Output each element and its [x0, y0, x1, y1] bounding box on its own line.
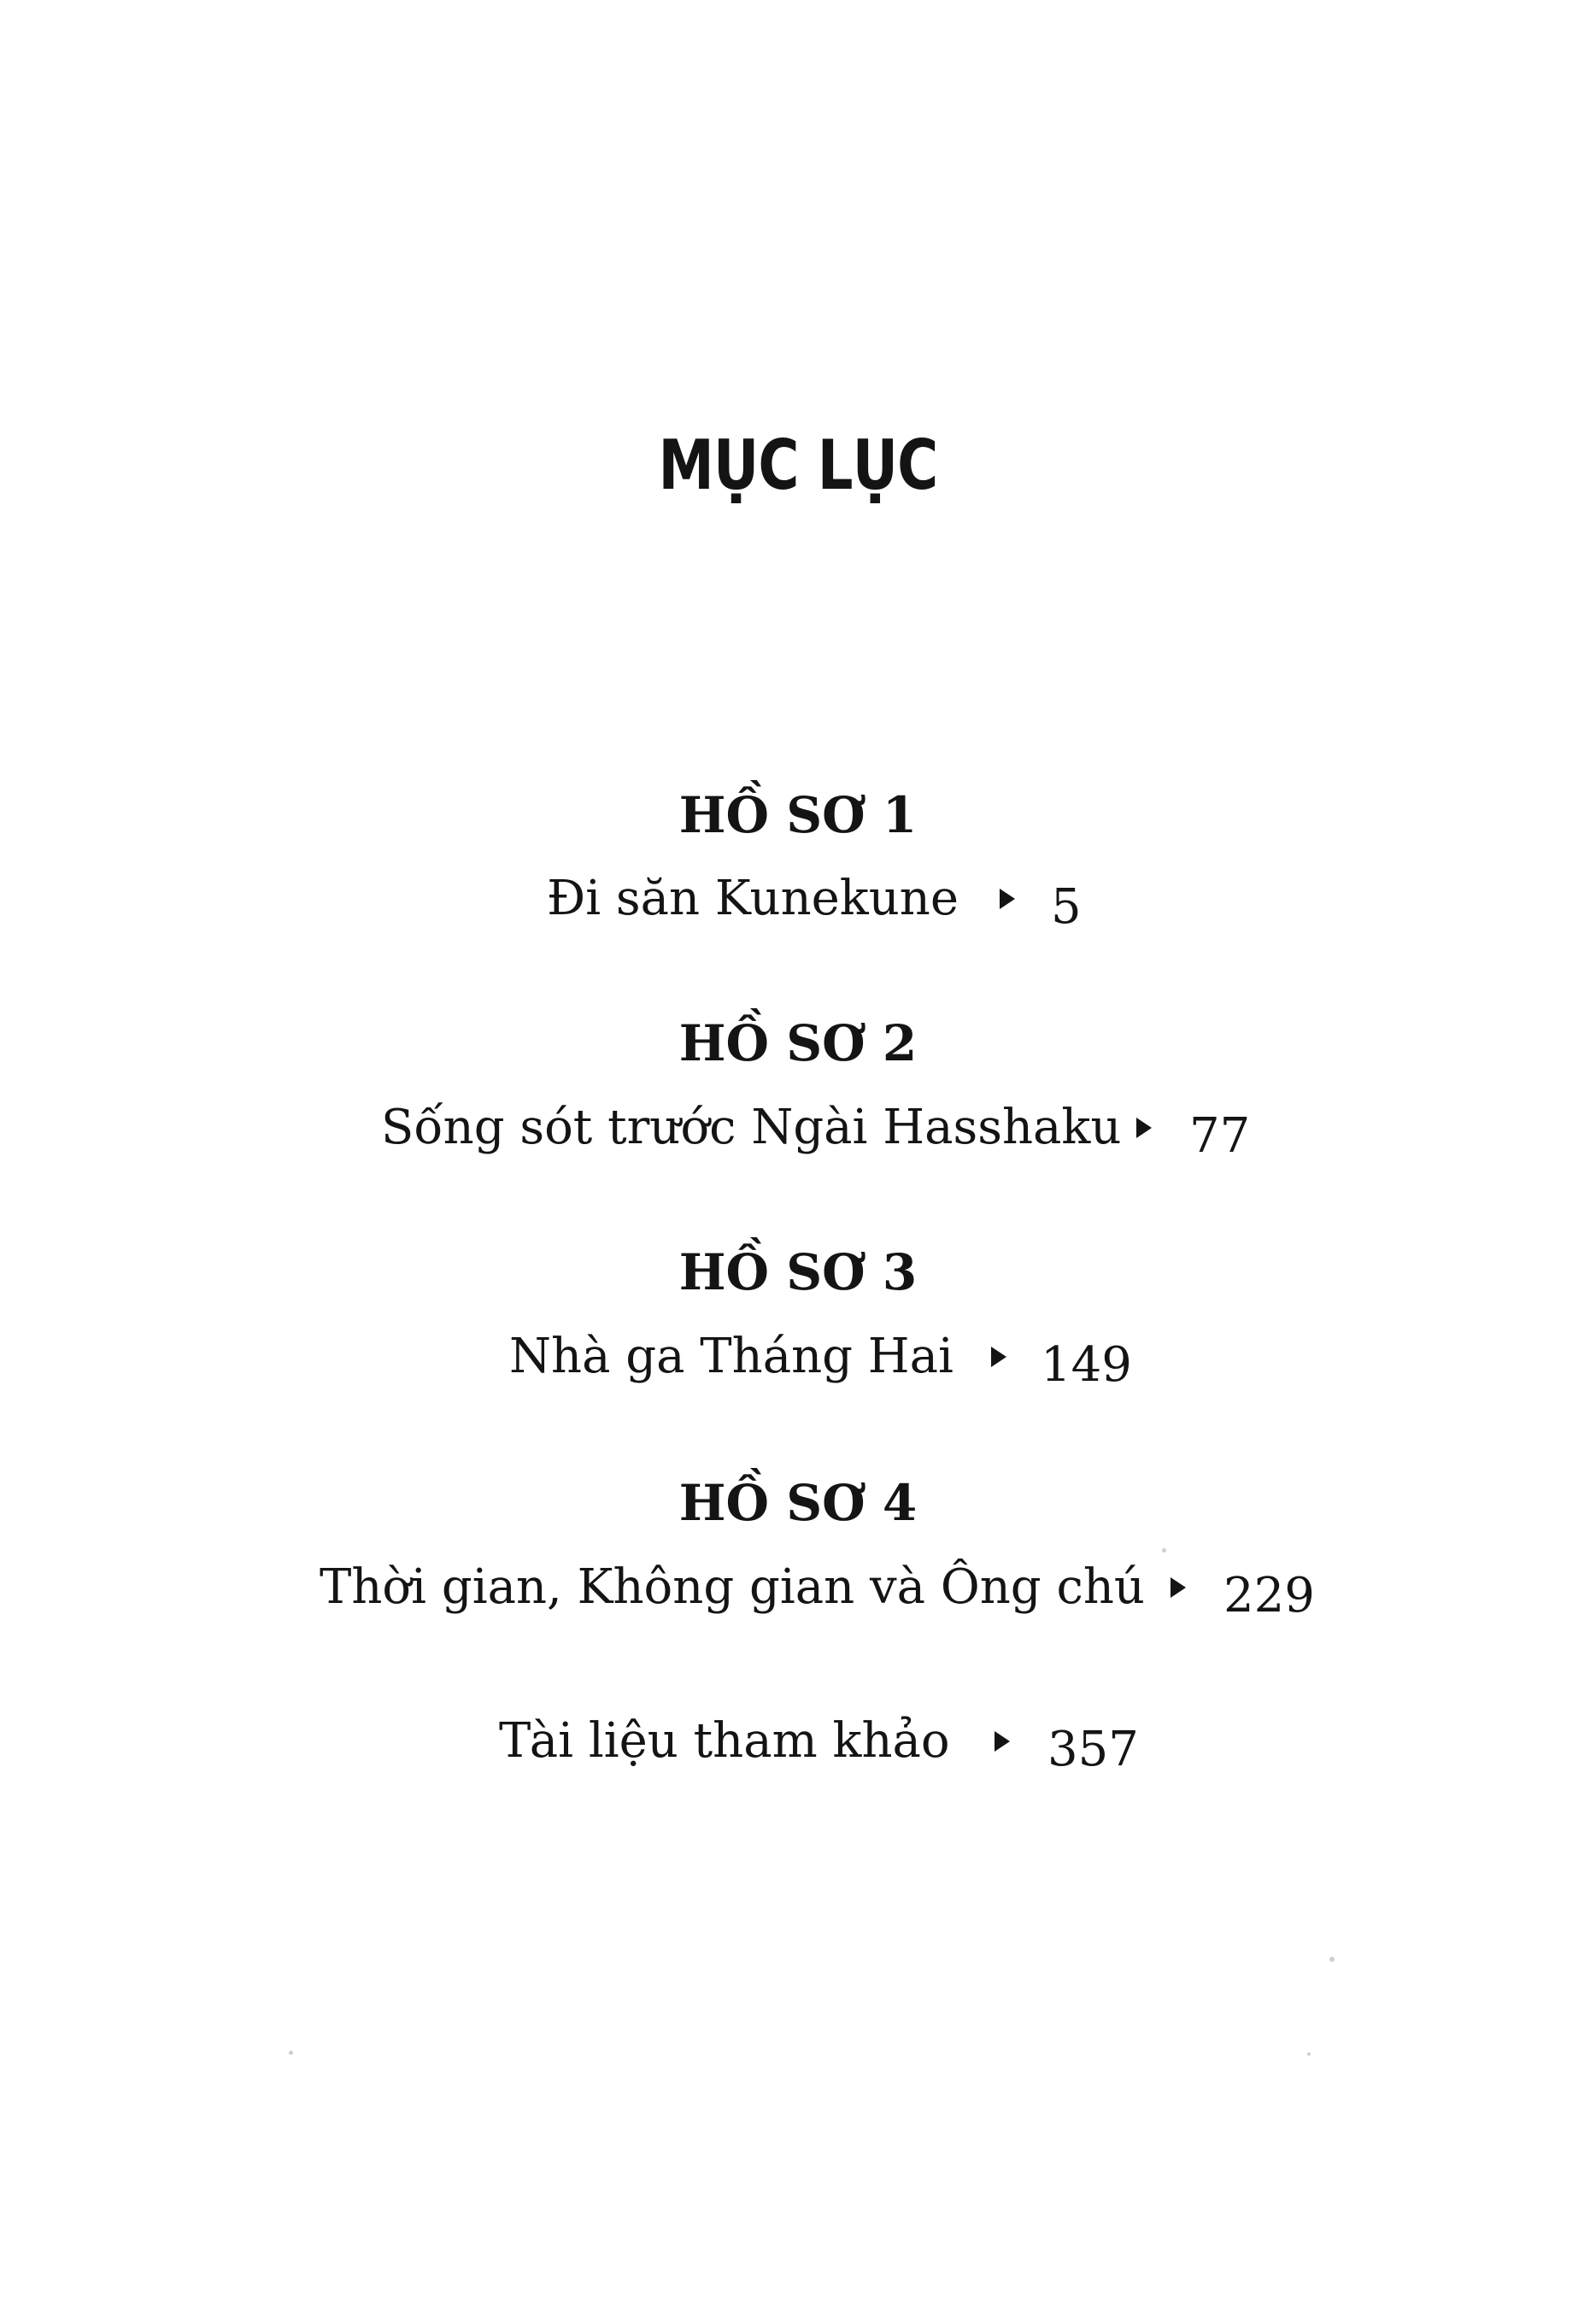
toc-entry-references[interactable]: [499, 1707, 1148, 1776]
play-arrow-icon: [991, 1347, 1006, 1367]
entry-page-number: 229: [1223, 1568, 1315, 1623]
scan-speck: [289, 2051, 293, 2055]
entry-title: Nhà ga Tháng Hai: [509, 1329, 953, 1384]
scan-speck: [1329, 1957, 1335, 1962]
entry-title: Thời gian, Không gian và Ông chú: [320, 1559, 1145, 1615]
section-heading-3: HỒ SƠ 3: [678, 1243, 918, 1301]
entry-page-number: 77: [1189, 1108, 1251, 1164]
scan-speck: [1162, 1548, 1166, 1553]
section-heading-4: HỒ SƠ 4: [678, 1474, 918, 1532]
toc-entry-2[interactable]: [381, 1094, 1261, 1162]
toc-entry-4[interactable]: [320, 1553, 1345, 1622]
toc-entry-3[interactable]: [509, 1323, 1141, 1391]
play-arrow-icon: [1000, 889, 1015, 909]
entry-title: Sống sót trước Ngài Hasshaku: [381, 1100, 1122, 1155]
entry-title: Tài liệu tham khảo: [499, 1713, 950, 1769]
entry-page-number: 357: [1047, 1722, 1139, 1777]
scan-speck: [1307, 2052, 1311, 2056]
entry-title: Đi săn Kunekune: [547, 871, 959, 926]
section-heading-2: HỒ SƠ 2: [678, 1014, 918, 1072]
play-arrow-icon: [995, 1731, 1010, 1752]
entry-page-number: 5: [1051, 879, 1082, 935]
section-heading-1: HỒ SƠ 1: [678, 786, 918, 844]
entry-page-number: 149: [1041, 1337, 1132, 1393]
play-arrow-icon: [1171, 1577, 1186, 1598]
toc-entry-1[interactable]: [547, 865, 1094, 933]
play-arrow-icon: [1136, 1118, 1152, 1138]
page-title: MỤC LỤC: [658, 426, 938, 505]
